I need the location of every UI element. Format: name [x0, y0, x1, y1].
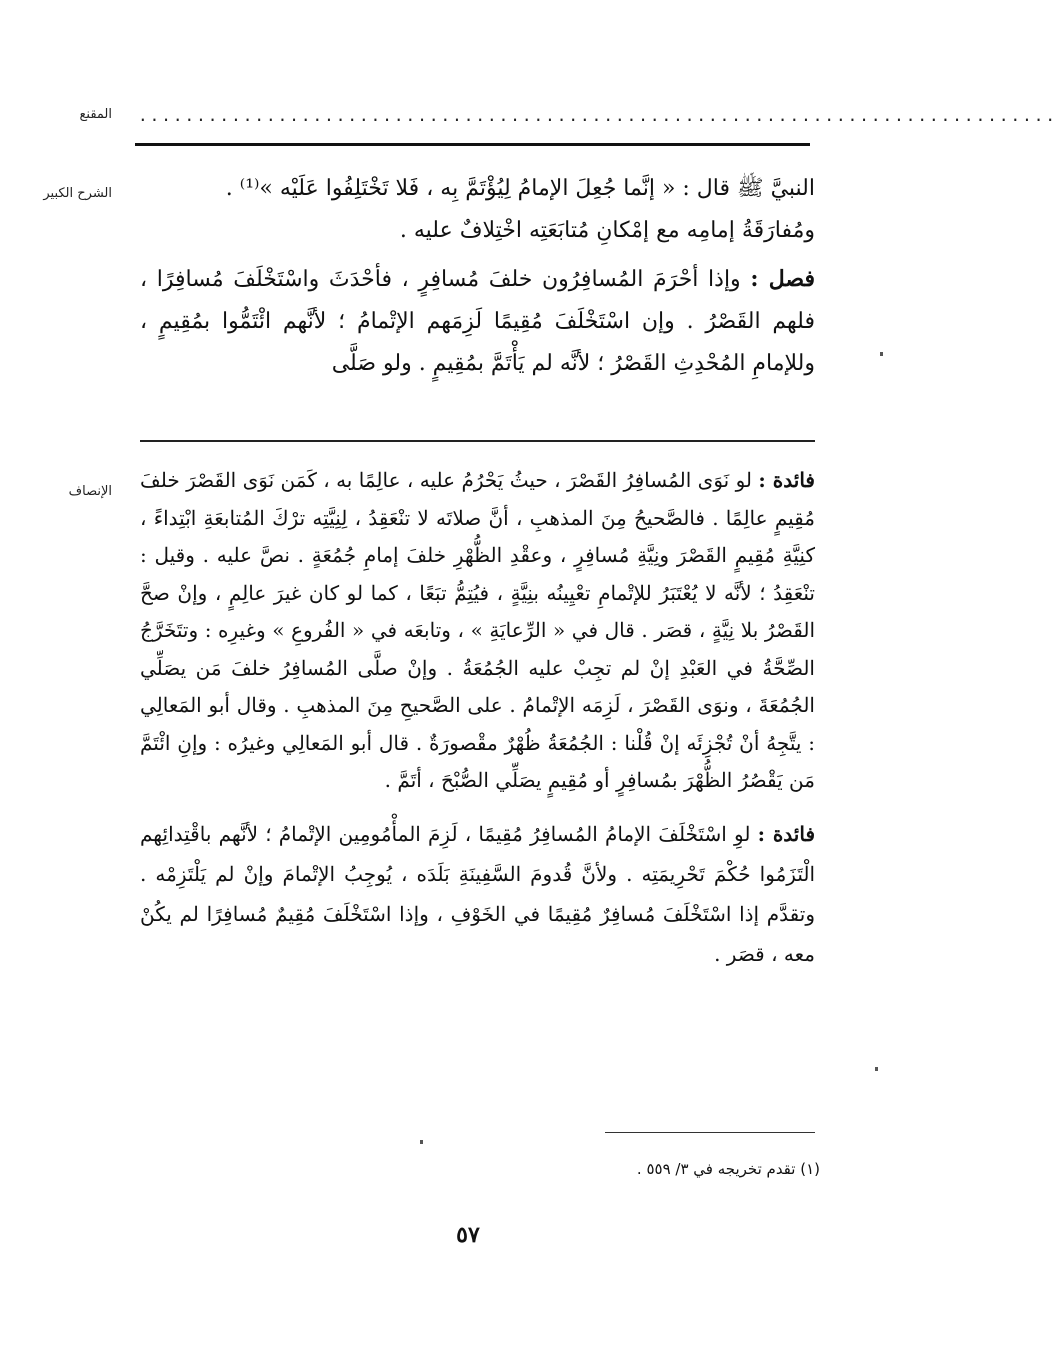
scan-mark: [880, 352, 883, 356]
faida-2-heading: فائدة :: [757, 821, 816, 846]
faida-1-text: لو نَوَى المُسافِرُ القَصْرَ ، حيثُ يَحْرُمُ عليه ، عالِمًا به ، كَمَن نَوَى القَصْرَ خلفَ مُقِيمٍ عالِمًا . فالصَّحيحُ مِنَ المذهبِ ، أنَّ صلاتَه لا تنْعَقِدُ ، لِنِيَّتِه ترْكَ المُتابعَةِ ابْتِداءً ، كنِيَّةِ مُقِيمٍ القَصْرَ ونِيَّةِ مُسافِرٍ ، وعقْدِ الظُّهْرِ خلفَ إمامِ جُمُعَةٍ . نصَّ عليه . وقيل : تنْعَقِدُ ؛ لأنَّه لا يُعْتَبَرُ للإتْمامِ تعْيِينُه بنِيَّةٍ ، فيُتِمُّ تبَعًا ، كما لو كان غيرَ عالِمٍ ، وإنْ صحَّ القَصْرُ بلا نِيَّةٍ ، قصَر . قال في « الرِّعايَةِ » ، وتابعَه في « الفُروعِ » وغيرِه : وتتَخَرَّجُ الصِّحَّةُ في العَبْدِ إنْ لم تجِبْ عليه الجُمُعَةُ . وإنْ صلَّى المُسافِرُ خلفَ مَن يصَلِّي الجُمُعَةَ ، ونوَى القَصْرَ ، لَزِمَه الإتْمامُ . على الصَّحيحِ مِنَ المذهبِ . وقال أبو المَعالِي : يتَّجِهُ أنْ تُجْزِئَه إنْ قُلْنا : الجُمُعَةُ ظُهْرٌ مقْصورَةٌ . قال أبو المَعالِي وغيرُه : وإنِ ائْتَمَّ مَن يَقْصُرُ الظُّهْرَ بمُسافِرٍ أو مُقِيمٍ يصَلِّي الصُّبْحَ ، أتَمَّ .: [140, 468, 815, 792]
faida-1-heading: فائدة :: [758, 468, 815, 492]
section-divider: [140, 440, 815, 442]
insaf-label: الإنصاف: [68, 484, 112, 499]
insaf-paragraph-1: [140, 462, 815, 800]
header-rule: [135, 143, 810, 146]
sharh-line-1: النبيَّ ﷺ قال : « إنَّما جُعِلَ الإمامُ لِيُؤْتَمَّ بِه ، فَلا تَخْتَلِفُوا عَلَيْه »⁽¹⁾ .: [225, 176, 815, 201]
sharh-line-2: ومُفارَقَةُ إمامِه مع إمْكانِ مُتابَعَتِه اخْتِلافٌ عليه .: [399, 218, 815, 243]
scan-mark: [420, 1140, 423, 1144]
header-label: المقنع: [79, 107, 112, 122]
faida-2-text: لوِ اسْتَخْلَفَ الإمامُ المُسافِرُ مُقِيمًا ، لَزِمَ المأْمُومِين الإتْمامُ ؛ لأنَّهم باقْتِدائِهم الْتَزَمُوا حُكْمَ تَحْرِيمَتِه . ولأنَّ قُدومَ السَّفِينَةِ بَلَدَه ، يُوجِبُ الإتْمامَ وإنْ لم يَلْتَزِمْه . وتقدَّم إذا اسْتَخْلَفَ مُسافِرٌ مُقِيمًا في الخَوْفِ ، وإذا اسْتَخْلَفَ مُقِيمٌ مُسافِرًا لم يكُنْ معه ، قصَر .: [140, 821, 815, 966]
sharh-text: [140, 168, 815, 385]
fasl-paragraph: [140, 258, 815, 385]
sharh-label: الشرح الكبير: [43, 186, 112, 201]
fasl-text: وإذا أحْرَمَ المُسافِرُون خلفَ مُسافِرٍ ، فأحْدَثَ واسْتَخْلَفَ مُسافِرًا ، فلهم القَصْرُ . وإن اسْتَخْلَفَ مُقِيمًا لَزِمَهم الإتْمامُ ؛ لأنَّهم ائْتَمُّوا بمُقِيمٍ ، وللإمامِ المُحْدِثِ القَصْرُ ؛ لأنَّه لم يَأْتَمَّ بمُقِيمٍ . ولو صَلَّى: [140, 267, 815, 376]
footnote-rule: [605, 1132, 815, 1133]
page-number: ٥٧: [456, 1222, 480, 1248]
header-dotted-rule: ...............................................................................: [138, 106, 1057, 125]
fasl-heading: فصل :: [750, 266, 815, 292]
scan-mark: [875, 1067, 878, 1071]
insaf-paragraph-2: [140, 814, 815, 974]
footnote: (١) تقدم تخريجه في ٣/ ٥٥٩ .: [636, 1160, 820, 1178]
insaf-text: [140, 462, 815, 974]
